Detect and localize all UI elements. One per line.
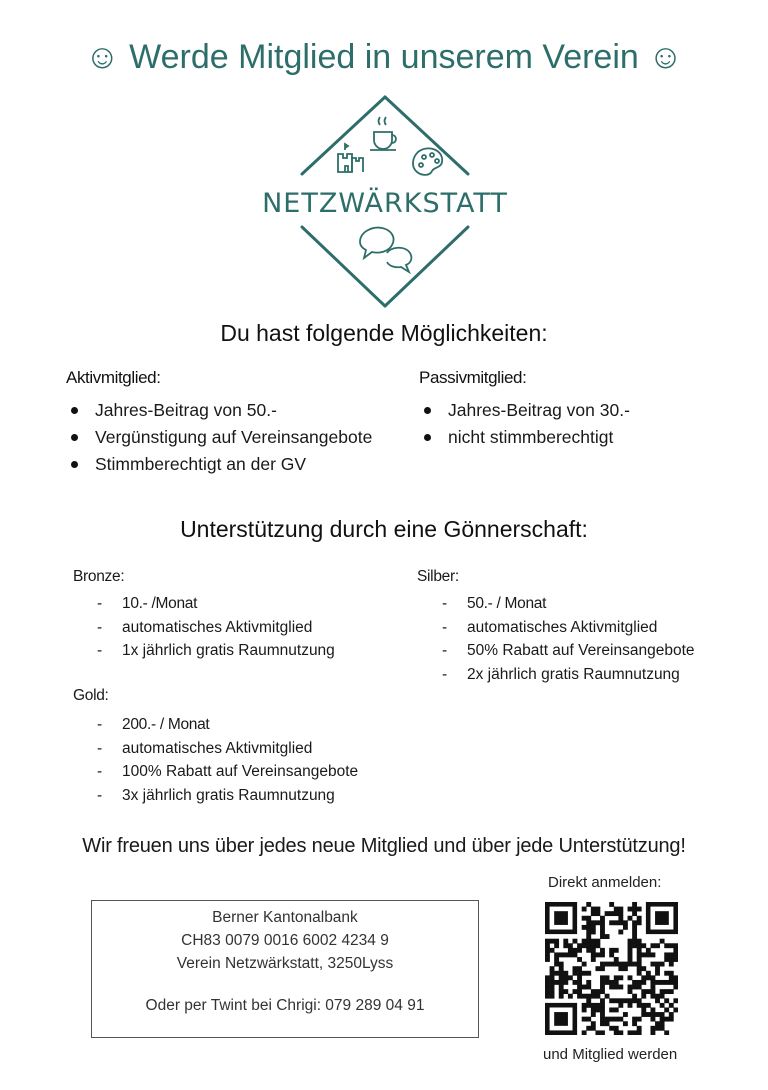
list-item: - automatisches Aktivmitglied [442, 616, 695, 640]
list-item: - 1x jährlich gratis Raumnutzung [97, 639, 335, 663]
aktiv-title-label: Aktivmitglied [66, 368, 157, 387]
silber-title: Silber: [417, 568, 459, 585]
bronze-list [97, 592, 335, 663]
sponsorship-heading: Unterstützung durch eine Gönnerschaft: [180, 516, 588, 542]
passiv-list [419, 397, 630, 451]
silber-list [442, 592, 695, 686]
gold-title: Gold: [73, 687, 109, 704]
list-item: - automatisches Aktivmitglied [97, 616, 335, 640]
list-item: Vergünstigung auf Vereinsangebote [66, 424, 372, 451]
bank-details-box [91, 900, 479, 1038]
gold-list [97, 713, 358, 807]
list-item: nicht stimmberechtigt [419, 424, 630, 451]
list-item: Jahres-Beitrag von 50.- [66, 397, 372, 424]
netzwaerkstatt-logo [250, 92, 520, 312]
qr-caption-top: Direkt anmelden: [548, 874, 662, 891]
palette-icon [413, 148, 442, 175]
coffee-cup-icon [370, 117, 396, 150]
list-item: - 2x jährlich gratis Raumnutzung [442, 663, 695, 687]
aktiv-list [66, 397, 372, 478]
list-item: - 200.- / Monat [97, 713, 358, 737]
list-item: Jahres-Beitrag von 30.- [419, 397, 630, 424]
bank-name: Berner Kantonalbank [212, 909, 358, 926]
gold-title-label: Gold [73, 687, 105, 704]
list-item: Stimmberechtigt an der GV [66, 451, 372, 478]
list-item: - 100% Rabatt auf Vereinsangebote [97, 760, 358, 784]
silber-title-label: Silber [417, 568, 455, 585]
logo-wordmark: NETZWÄRKSTATT [262, 188, 508, 219]
twint-info: Oder per Twint bei Chrigi: 079 289 04 91 [145, 997, 425, 1014]
bronze-title: Bronze: [73, 568, 125, 585]
qr-caption-bottom: und Mitglied werden [543, 1046, 678, 1063]
qr-code[interactable] [545, 902, 678, 1035]
speech-bubbles-icon [360, 228, 411, 272]
castle-icon [338, 144, 363, 172]
list-item: - 3x jährlich gratis Raumnutzung [97, 784, 358, 808]
aktiv-title: Aktivmitglied: [66, 368, 161, 387]
list-item: - 10.- /Monat [97, 592, 335, 616]
account-holder: Verein Netzwärkstatt, 3250Lyss [176, 955, 394, 972]
list-item: - 50.- / Monat [442, 592, 695, 616]
page-title: ☺ Werde Mitglied in unserem Verein ☺ [85, 38, 683, 76]
bronze-title-label: Bronze [73, 568, 121, 585]
passiv-title-label: Passivmitglied [419, 368, 523, 387]
memberships-heading: Du hast folgende Möglichkeiten: [220, 320, 548, 346]
closing-statement: Wir freuen uns über jedes neue Mitglied und über jede Unterstützung! [82, 835, 686, 857]
iban: CH83 0079 0016 6002 4234 9 [181, 932, 389, 949]
list-item: - automatisches Aktivmitglied [97, 737, 358, 761]
list-item: - 50% Rabatt auf Vereinsangebote [442, 639, 695, 663]
passiv-title: Passivmitglied: [419, 368, 527, 387]
